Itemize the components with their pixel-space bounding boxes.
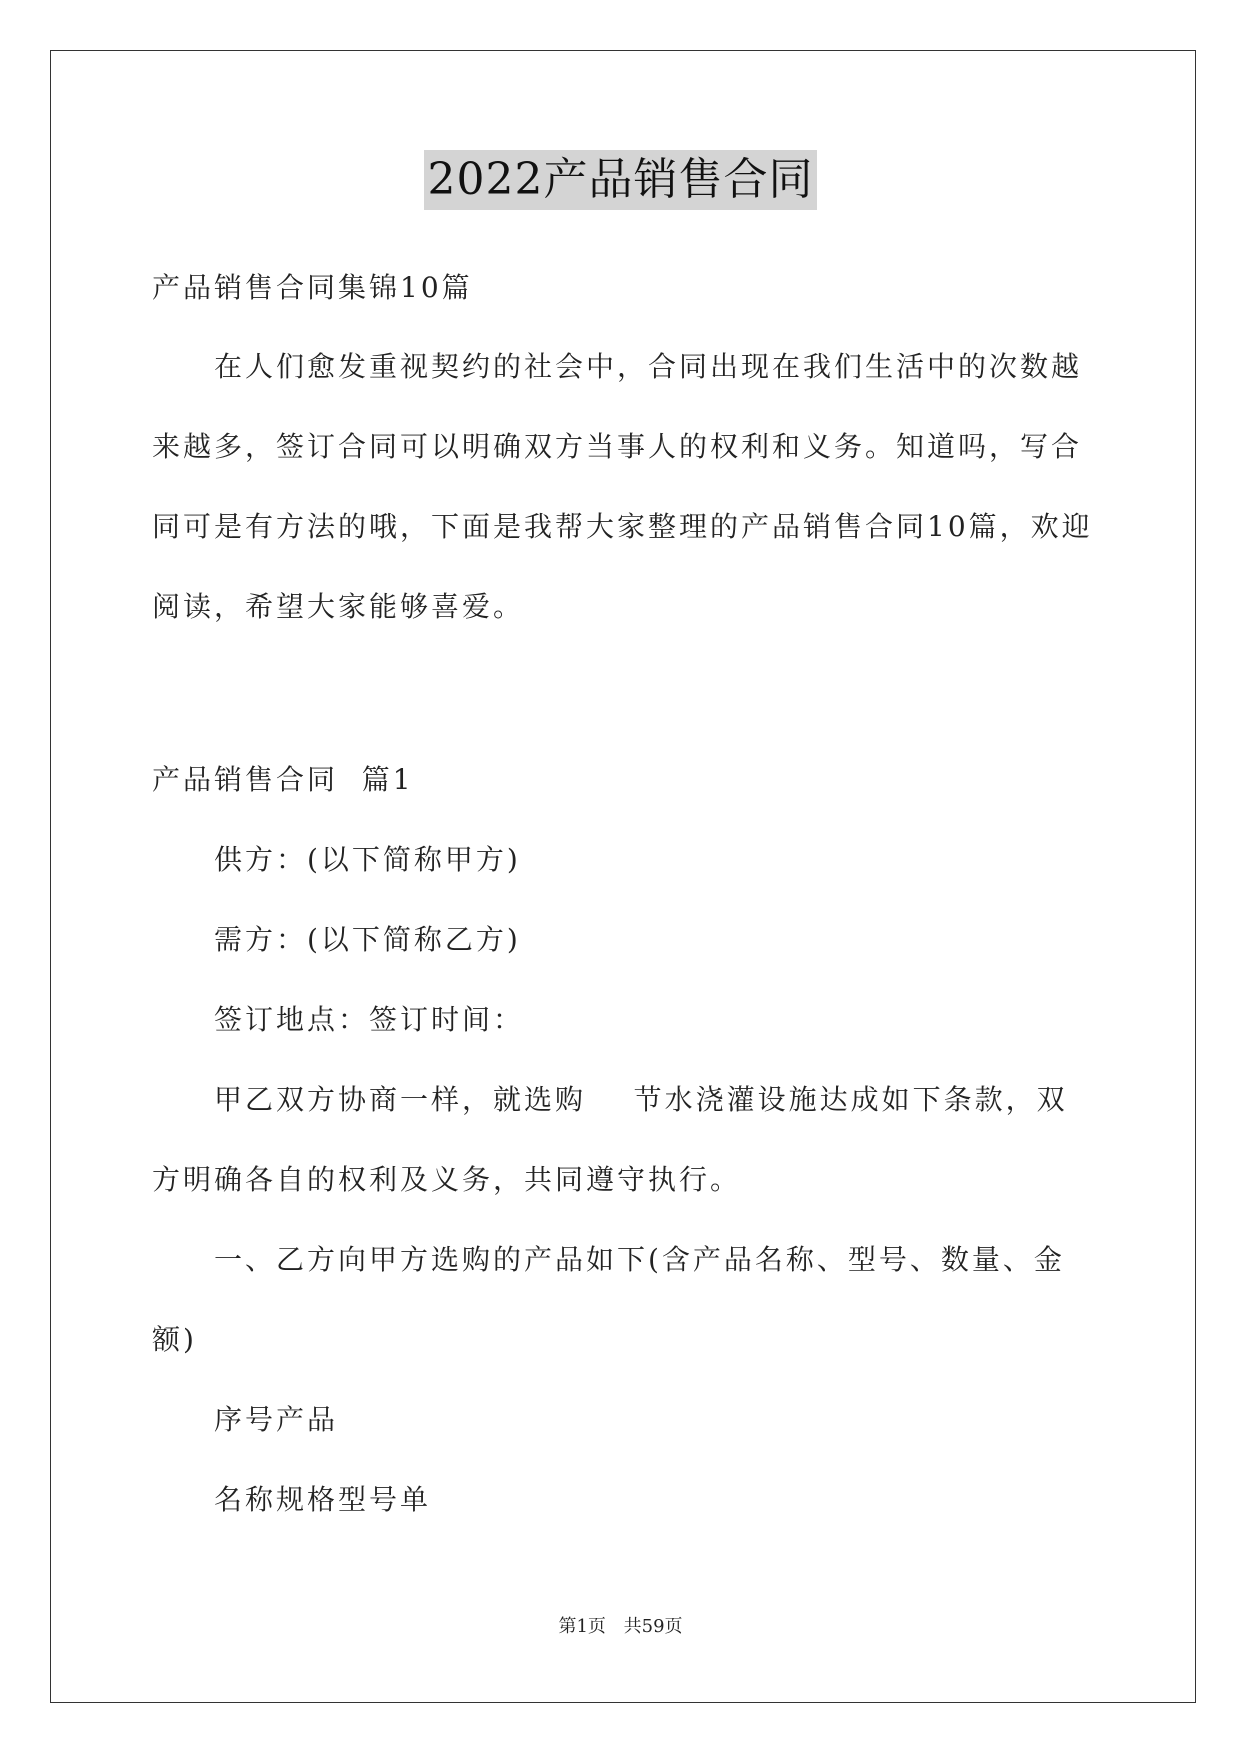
table-header-line-1: 序号产品: [214, 1403, 339, 1436]
sign-line: 签订地点：签订时间：: [214, 1003, 525, 1036]
table-header-line-2: 名称规格型号单: [214, 1483, 432, 1516]
clause-one: 一、乙方向甲方选购的产品如下(含产品名称、型号、数量、金额): [152, 1243, 1065, 1356]
page-total: 共59页: [623, 1616, 683, 1637]
document-subtitle: 产品销售合同集锦10篇: [152, 271, 473, 304]
document-title: 2022产品销售合同: [424, 150, 818, 210]
supplier-line: 供方：(以下简称甲方): [214, 843, 521, 876]
page-footer: [0, 1612, 1241, 1638]
chapter-block: [152, 740, 1094, 1540]
subtitle-block: [152, 248, 1094, 328]
page-number: 第1页: [558, 1616, 606, 1637]
chapter-heading: 产品销售合同 篇1: [152, 763, 414, 796]
agreement-paragraph: 甲乙双方协商一样，就选购 节水浇灌设施达成如下条款，双方明确各自的权利及义务，共同遵守执行。: [152, 1083, 1068, 1196]
intro-paragraph: 在人们愈发重视契约的社会中，合同出现在我们生活中的次数越来越多，签订合同可以明确双方当事人的权利和义务。知道吗，写合同可是有方法的哦，下面是我帮大家整理的产品销售合同10篇，欢迎阅读，希望大家能够喜爱。: [152, 350, 1093, 623]
buyer-line: 需方：(以下简称乙方): [214, 923, 521, 956]
title-container: [0, 150, 1241, 210]
intro-block: [152, 327, 1094, 647]
